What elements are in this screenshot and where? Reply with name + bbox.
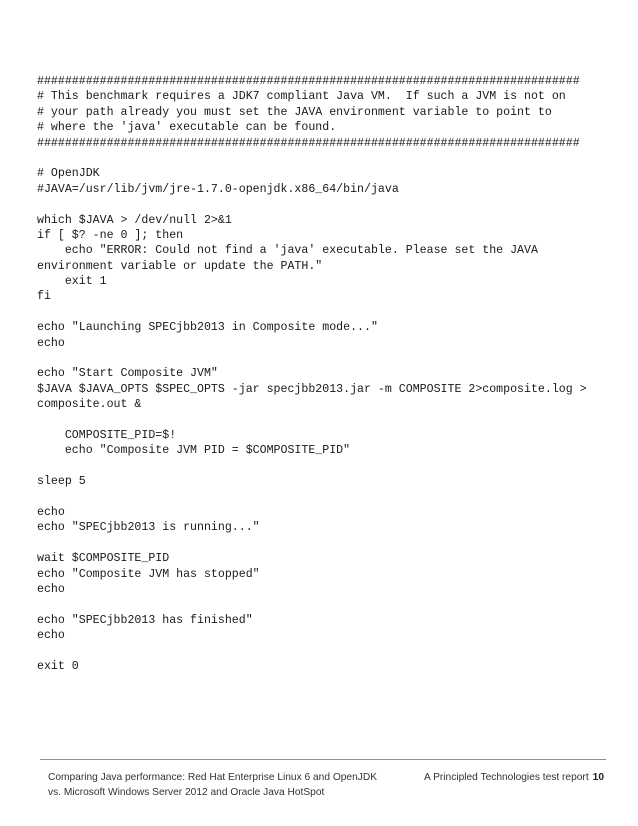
code-line: ############################################################################## bbox=[37, 75, 580, 88]
code-line bbox=[37, 490, 617, 505]
code-line: echo "Launching SPECjbb2013 in Composite mode..." bbox=[37, 321, 378, 335]
footer-report-info bbox=[424, 770, 604, 785]
code-line: wait $COMPOSITE_PID bbox=[37, 552, 170, 566]
code-line: COMPOSITE_PID=$! bbox=[37, 428, 177, 442]
code-line: ############################################################################## bbox=[37, 136, 580, 150]
code-line: exit 0 bbox=[37, 659, 79, 673]
code-line: which $JAVA > /dev/null 2>&1 bbox=[37, 213, 232, 227]
code-line: echo bbox=[37, 336, 65, 350]
code-line: $JAVA $JAVA_OPTS $SPEC_OPTS -jar specjbb2013.jar -m COMPOSITE 2>composite.log > bbox=[37, 382, 587, 396]
code-line: composite.out & bbox=[37, 398, 142, 412]
code-line: echo "ERROR: Could not find a 'java' executable. Please set the JAVA bbox=[37, 244, 538, 258]
code-line: echo "SPECjbb2013 is running..." bbox=[37, 521, 260, 535]
code-line: echo bbox=[37, 582, 65, 596]
code-line: # where the 'java' executable can be found. bbox=[37, 121, 337, 135]
code-line bbox=[37, 643, 617, 658]
code-line bbox=[37, 459, 617, 474]
code-line: exit 1 bbox=[37, 275, 107, 289]
code-line: environment variable or update the PATH." bbox=[37, 259, 323, 273]
code-line bbox=[37, 305, 617, 320]
code-line: echo "Start Composite JVM" bbox=[37, 367, 218, 381]
code-line bbox=[37, 197, 617, 212]
code-line bbox=[37, 536, 617, 551]
code-line: echo bbox=[37, 629, 65, 643]
code-line: echo bbox=[37, 505, 65, 519]
page-number: 10 bbox=[592, 772, 604, 783]
code-line bbox=[37, 597, 617, 612]
footer-report-label: A Principled Technologies test report bbox=[424, 772, 589, 783]
code-line: # OpenJDK bbox=[37, 167, 100, 181]
footer-divider bbox=[40, 759, 606, 760]
shell-script-listing bbox=[37, 74, 617, 674]
code-line: echo "SPECjbb2013 has finished" bbox=[37, 613, 253, 627]
footer-title-line-2: vs. Microsoft Windows Server 2012 and Oracle Java HotSpot bbox=[48, 787, 325, 798]
footer-document-title bbox=[48, 770, 408, 800]
footer-title-line-1: Comparing Java performance: Red Hat Enterprise Linux 6 and OpenJDK bbox=[48, 772, 377, 783]
code-line: echo "Composite JVM has stopped" bbox=[37, 567, 260, 581]
code-line: #JAVA=/usr/lib/jvm/jre-1.7.0-openjdk.x86_64/bin/java bbox=[37, 182, 399, 196]
code-line: echo "Composite JVM PID = $COMPOSITE_PID" bbox=[37, 444, 351, 458]
code-line: # This benchmark requires a JDK7 compliant Java VM. If such a JVM is not on bbox=[37, 90, 566, 104]
code-line: fi bbox=[37, 290, 51, 304]
code-line: if [ $? -ne 0 ]; then bbox=[37, 228, 184, 242]
code-line: # your path already you must set the JAVA environment variable to point to bbox=[37, 105, 552, 119]
code-line bbox=[37, 413, 617, 428]
code-line bbox=[37, 151, 617, 166]
code-line: sleep 5 bbox=[37, 475, 86, 489]
code-line bbox=[37, 351, 617, 366]
